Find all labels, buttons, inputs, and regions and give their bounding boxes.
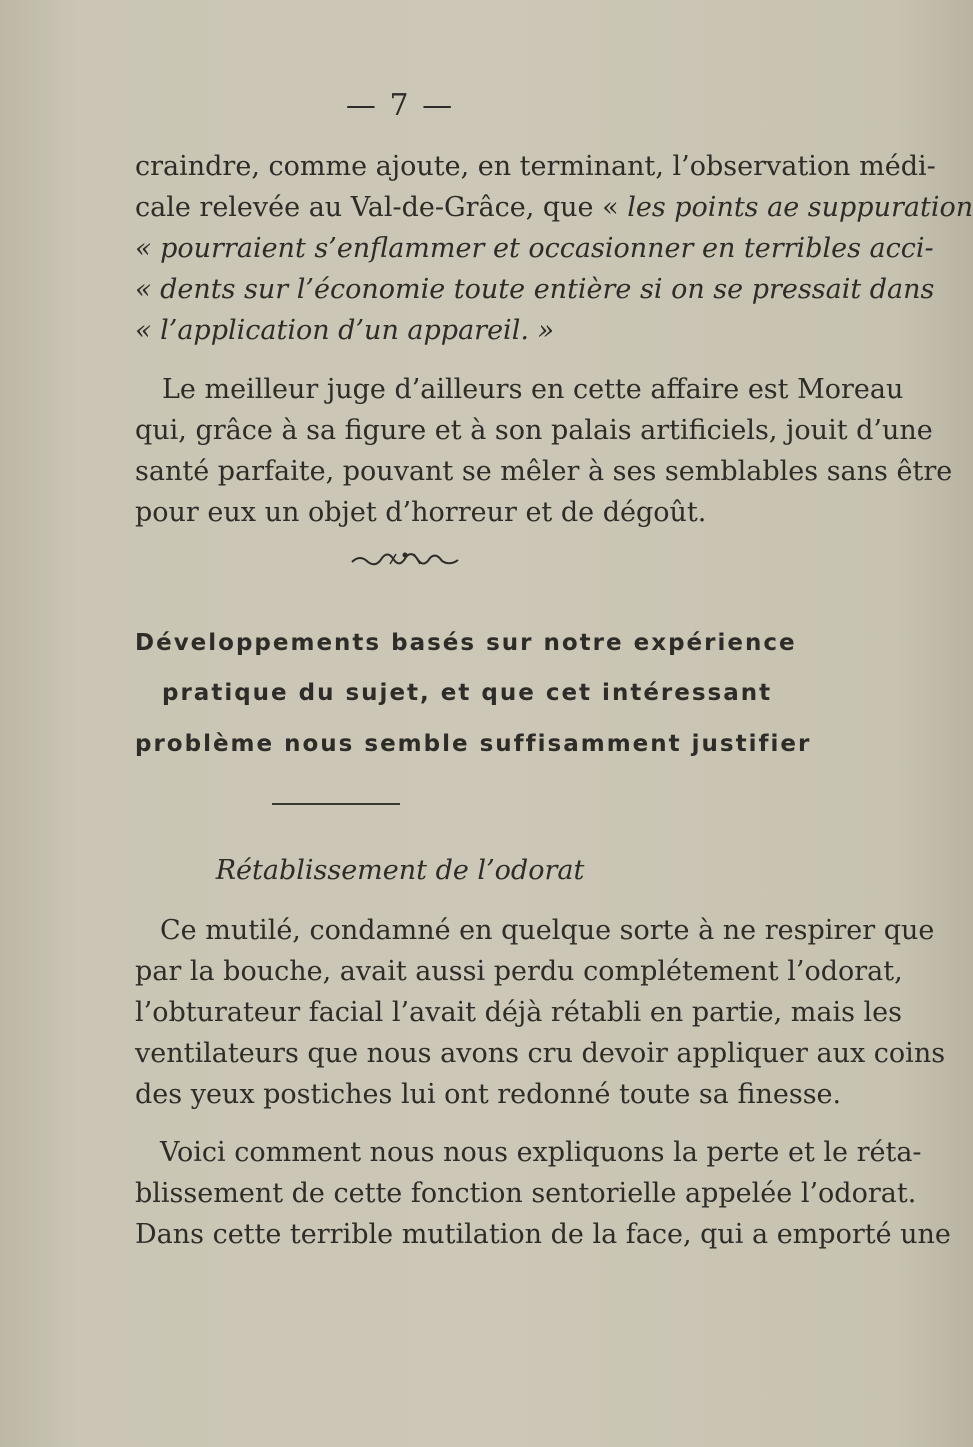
para2-line-1: Le meilleur juge d’ailleurs en cette affaire est Moreau	[162, 374, 904, 405]
para1-line-4: « dents sur l’économie toute entière si on se pressait dans	[135, 274, 935, 305]
page-number: — 7 —	[345, 88, 455, 123]
para2-line-2: qui, grâce à sa figure et à son palais artificiels, jouit d’une	[135, 415, 933, 446]
para2-line-4: pour eux un objet d’horreur et de dégoût.	[135, 497, 707, 528]
para3-line-3: l’obturateur facial l’avait déjà rétabli en partie, mais les	[135, 997, 902, 1028]
section-subtitle: Rétablissement de l’odorat	[215, 855, 585, 886]
section-heading-line-2: pratique du sujet, et que cet intéressant	[162, 680, 773, 706]
para1-line-2	[135, 191, 973, 225]
para3-line-2: par la bouche, avait aussi perdu complétement l’odorat,	[135, 956, 903, 987]
para1-line-2-roman: cale relevée au Val-de-Grâce, que «	[135, 192, 628, 223]
para1-line-5: « l’application d’un appareil. »	[135, 315, 555, 346]
section-heading-line-1: Développements basés sur notre expérience	[135, 630, 797, 656]
para3-line-4: ventilateurs que nous avons cru devoir appliquer aux coins	[135, 1038, 946, 1069]
ornament-divider	[350, 548, 460, 570]
para1-line-3: « pourraient s’enflammer et occasionner en terribles acci-	[135, 233, 934, 264]
para4-line-3: Dans cette terrible mutilation de la face, qui a emporté une	[135, 1219, 951, 1250]
para3-line-1: Ce mutilé, condamné en quelque sorte à ne respirer que	[160, 915, 935, 946]
para2-line-3: santé parfaite, pouvant se mêler à ses semblables sans être	[135, 456, 953, 487]
section-heading-line-3: problème nous semble suffisamment justifier	[135, 731, 812, 757]
para3-line-5: des yeux postiches lui ont redonné toute sa finesse.	[135, 1079, 842, 1110]
para1-line-1: craindre, comme ajoute, en terminant, l’observation médi-	[135, 151, 936, 182]
horizontal-rule	[272, 803, 400, 805]
para4-line-2: blissement de cette fonction sentorielle appelée l’odorat.	[135, 1178, 917, 1209]
para4-line-1: Voici comment nous nous expliquons la perte et le réta-	[160, 1137, 922, 1168]
para1-line-2-italic: les points ae suppuration	[627, 192, 973, 223]
